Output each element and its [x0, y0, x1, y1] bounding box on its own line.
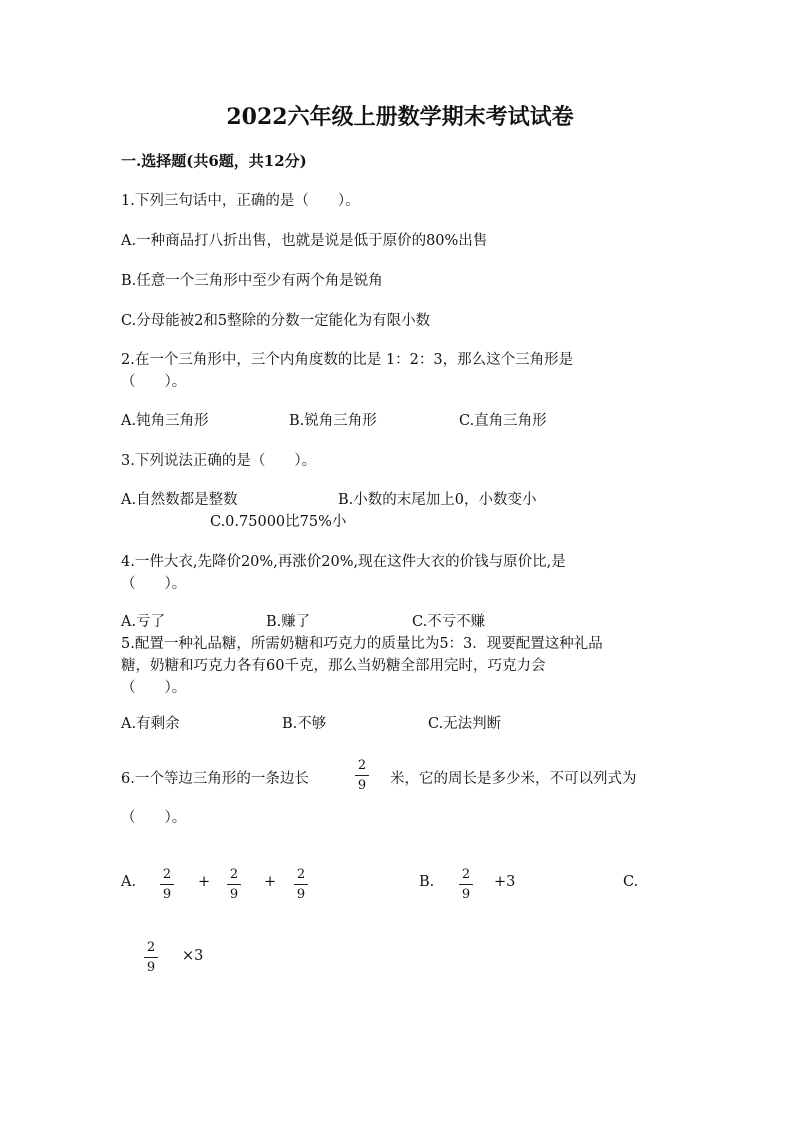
- fraction-two-ninths: 2 9: [225, 868, 243, 901]
- question-4-option-c: C.不亏不赚: [412, 614, 486, 630]
- question-3-option-c: C.0.75000比75%小: [210, 514, 347, 530]
- section-heading: 一.选择题(共6题，共12分): [121, 152, 307, 170]
- question-5-option-b: B.不够: [282, 716, 327, 732]
- question-2-stem-line2: （ ）。: [121, 374, 187, 390]
- question-2-option-a: A.钝角三角形: [121, 413, 209, 429]
- question-2-option-b: B.锐角三角形: [289, 413, 377, 429]
- fraction-two-ninths: 2 9: [158, 868, 176, 901]
- fraction-two-ninths: 2 9: [142, 941, 160, 974]
- question-4-stem: 4.一件大衣,先降价20%,再涨价20%,现在这件大衣的价钱与原价比,是: [121, 554, 566, 570]
- question-6-option-c-label: C.: [623, 874, 639, 890]
- question-3-option-b: B.小数的末尾加上0，小数变小: [338, 492, 537, 508]
- question-6-option-b-suffix: +3: [494, 874, 516, 890]
- fraction-two-ninths: 2 9: [457, 868, 475, 901]
- question-1-option-b: B.任意一个三角形中至少有两个角是锐角: [121, 273, 383, 289]
- question-1-option-c: C.分母能被2和5整除的分数一定能化为有限小数: [121, 313, 431, 329]
- question-3-stem: 3.下列说法正确的是（ ）。: [121, 453, 317, 469]
- plus-sign: +: [264, 874, 277, 890]
- question-1-stem: 1.下列三句话中，正确的是（ ）。: [121, 193, 360, 209]
- question-5-option-a: A.有剩余: [121, 716, 180, 732]
- question-4-stem-line2: （ ）。: [121, 576, 187, 592]
- plus-sign: +: [198, 874, 211, 890]
- question-5-stem-line2: 糖，奶糖和巧克力各有60千克，那么当奶糖全部用完时，巧克力会: [121, 658, 546, 674]
- question-6-stem-cont: 米，它的周长是多少米，不可以列式为: [390, 771, 637, 787]
- page-title: 2022六年级上册数学期末考试试卷: [226, 104, 574, 130]
- question-6-option-c-suffix: ×3: [182, 948, 204, 964]
- question-5-option-c: C.无法判断: [428, 716, 502, 732]
- question-4-option-b: B.赚了: [266, 614, 311, 630]
- question-6-option-a-label: A.: [121, 874, 137, 890]
- question-6-option-b-label: B.: [419, 874, 435, 890]
- question-1-option-a: A.一种商品打八折出售，也就是说是低于原价的80%出售: [121, 233, 488, 249]
- question-2-stem: 2.在一个三角形中，三个内角度数的比是 1：2：3，那么这个三角形是: [121, 352, 574, 368]
- question-6-stem: 6.一个等边三角形的一条边长: [121, 771, 309, 787]
- question-2-option-c: C.直角三角形: [459, 413, 547, 429]
- question-3-option-a: A.自然数都是整数: [121, 492, 238, 508]
- question-4-option-a: A.亏了: [121, 614, 166, 630]
- question-6-stem-line2: （ ）。: [121, 810, 187, 826]
- fraction-two-ninths: 2 9: [292, 868, 310, 901]
- question-5-stem-line3: （ ）。: [121, 680, 187, 696]
- fraction-two-ninths: 2 9: [353, 759, 371, 792]
- question-5-stem: 5.配置一种礼品糖，所需奶糖和巧克力的质量比为5：3．现要配置这种礼品: [121, 636, 603, 652]
